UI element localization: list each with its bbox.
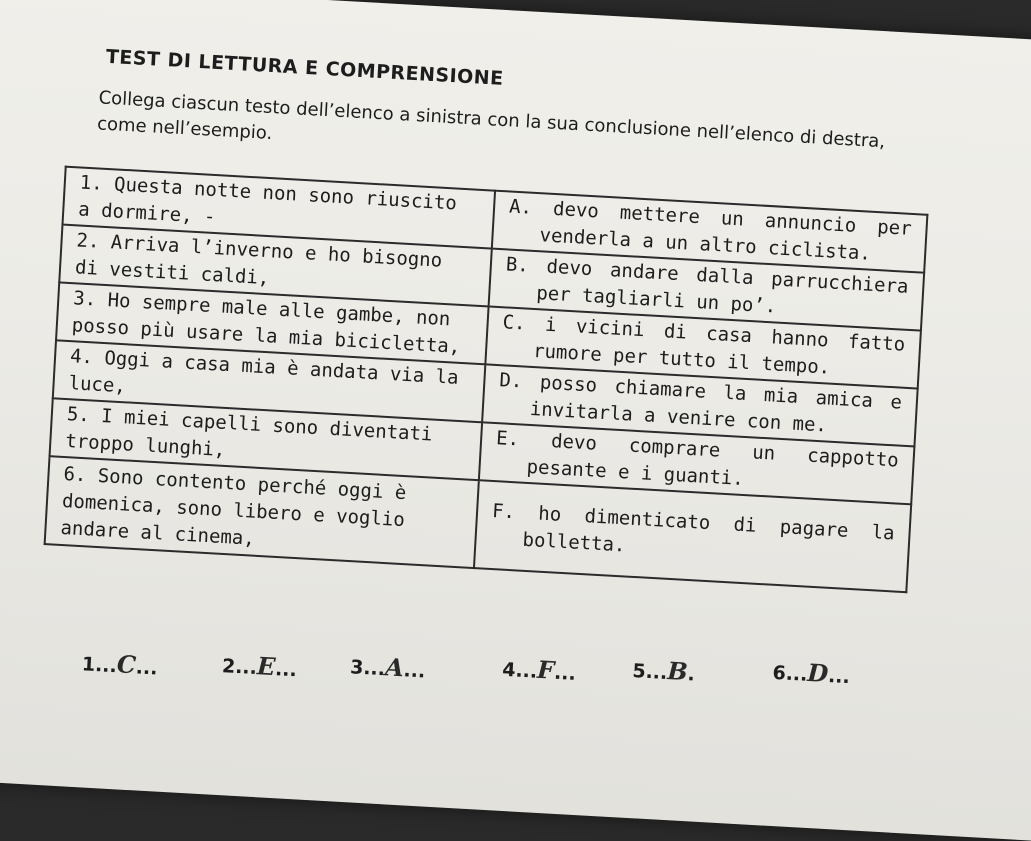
instructions: Collega ciascun testo dell’elenco a sinistra con la sua conclusione nell’elenco di destra, come nell’esempio. bbox=[96, 87, 886, 153]
left-statement: 3. Ho sempre male alle gambe, non posso più usare la mia bicicletta, bbox=[56, 282, 489, 364]
answer-2: 2...E... bbox=[221, 651, 298, 682]
conclusion-text: B. devo andare dalla parrucchiera per tagliarli un po’. bbox=[505, 253, 909, 318]
answer-1: 1...C... bbox=[81, 649, 159, 680]
matching-table bbox=[44, 166, 929, 594]
page-title: TEST DI LETTURA E COMPRENSIONE bbox=[105, 45, 505, 90]
left-statement: 5. I miei capelli sono diventati troppo lunghi, bbox=[50, 398, 483, 480]
conclusion-text: C. i vicini di casa hanno fatto rumore per tutto il tempo. bbox=[502, 311, 906, 379]
conclusion-text: A. devo mettere un annuncio per venderla a un altro ciclista. bbox=[508, 195, 913, 265]
conclusion-text: F. ho dimenticato di pagare la bolletta. bbox=[491, 499, 896, 557]
left-statement: 2. Arriva l’inverno e ho bisogno di vestiti caldi, bbox=[59, 225, 492, 307]
left-statement: 6. Sono contento perché oggi è domenica, sono libero e voglio andare al cinema, bbox=[45, 456, 479, 568]
answer-4: 4...F... bbox=[501, 654, 577, 685]
conclusion-text: E. devo comprare un cappotto pesante e i guanti. bbox=[495, 427, 900, 490]
answer-3: 3...A... bbox=[349, 652, 426, 683]
answer-5: 5...B. bbox=[631, 656, 696, 687]
left-statement: 4. Oggi a casa mia è andata via la luce, bbox=[53, 340, 486, 422]
left-statement: 1. Questa notte non sono riuscito a dormire, - bbox=[62, 167, 495, 249]
conclusion-text: D. posso chiamare la mia amica e invitarla a venire con me. bbox=[498, 369, 903, 437]
answer-6: 6...D... bbox=[771, 657, 851, 689]
